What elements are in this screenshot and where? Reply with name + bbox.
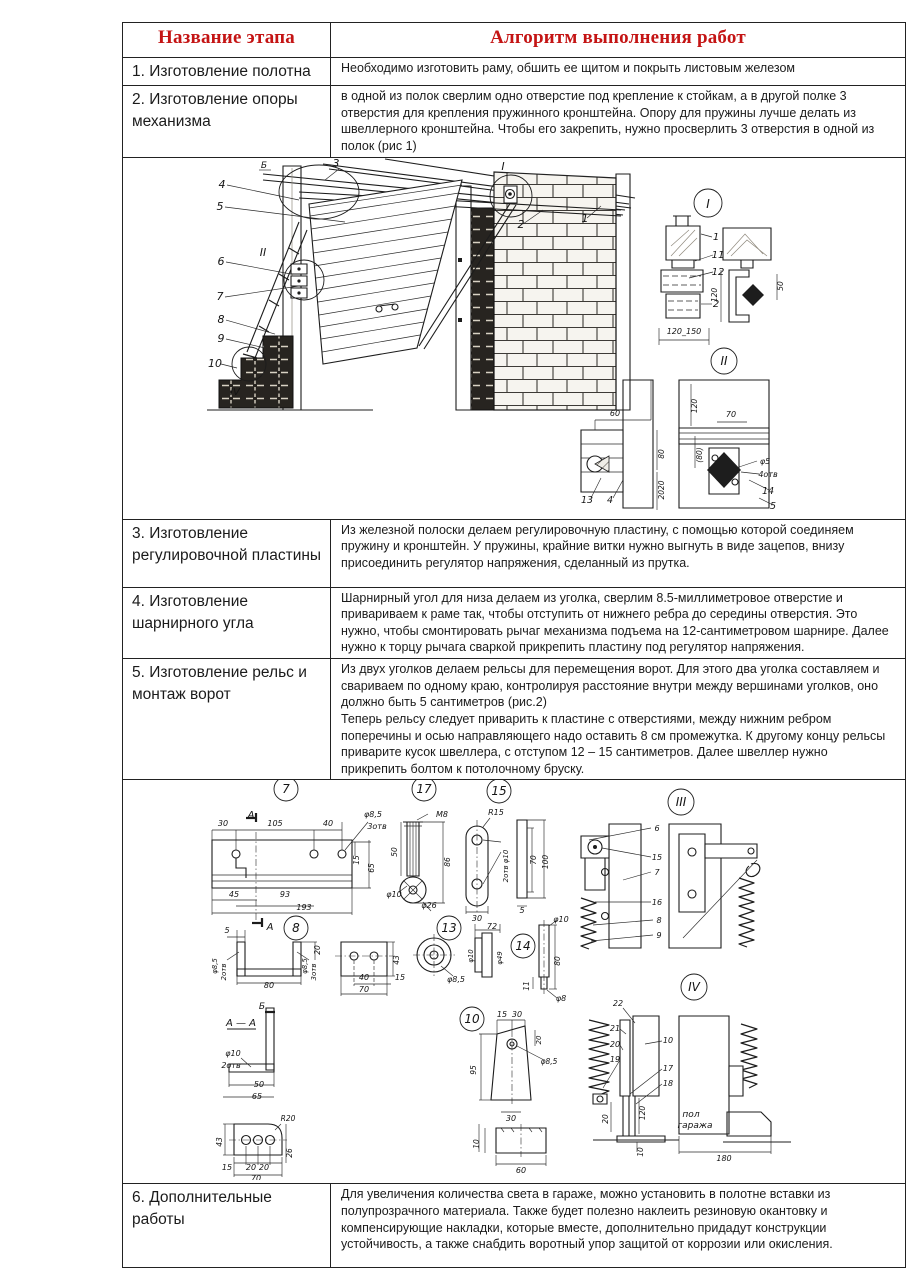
figure-annotation: 8 — [292, 921, 300, 936]
part-14-pin — [511, 920, 557, 998]
figure-annotation: 22 — [612, 999, 624, 1009]
figure-annotation: Б — [258, 1002, 266, 1013]
figure-annotation: 12 — [711, 266, 725, 278]
figure-annotation: φ8,5 — [447, 975, 465, 985]
figure-annotation: 7 — [216, 289, 224, 303]
figure-annotation: φ8,5 — [211, 958, 219, 975]
figure-annotation: 50 — [253, 1080, 265, 1090]
figure-annotation: 70 — [358, 985, 370, 995]
algorithm-text: Необходимо изготовить раму, обшить ее щитом и покрыть листовым железом — [341, 61, 796, 75]
figure-annotation: А — А — [225, 1018, 257, 1030]
figure-annotation: 15 — [496, 1010, 508, 1020]
header-stage-name: Название этапа — [123, 23, 331, 58]
algorithm-cell — [331, 587, 906, 659]
figure-annotation: 120 — [638, 1106, 647, 1121]
figure-annotation: 4отв — [758, 469, 778, 479]
stage-cell: 2. Изготовление опоры механизма — [123, 86, 331, 158]
figure-annotation: 30 — [505, 1114, 517, 1124]
figure-1-cell — [123, 157, 906, 519]
figure-annotation: (80) — [695, 446, 704, 463]
figure-annotation: 17 — [416, 782, 432, 797]
table-row — [123, 1184, 906, 1268]
table-header-row — [123, 23, 906, 58]
figure-annotation: 5 — [216, 199, 224, 213]
figure-annotation: 2отв — [221, 1061, 241, 1071]
figure-annotation: 105 — [267, 819, 283, 829]
figure-annotation: 50 — [776, 280, 785, 291]
figure-annotation: 80 — [553, 956, 562, 967]
figure-annotation: 4 — [218, 177, 226, 191]
figure-1-garage-door-drawing — [123, 158, 904, 516]
figure-annotation: 9 — [217, 331, 225, 345]
figure-annotation: II — [720, 353, 728, 368]
figure-annotation: 93 — [279, 890, 291, 900]
figure-annotation: 20 — [313, 945, 322, 956]
figure-annotation: 40 — [322, 819, 334, 829]
figure-annotation: 120 — [710, 287, 719, 302]
figure-annotation: 20 — [609, 1040, 621, 1050]
figure-annotation: 19 — [609, 1055, 621, 1065]
figure-annotation: 86 — [443, 857, 452, 868]
figure-annotation: 70 — [250, 1174, 262, 1181]
figure-annotation: 15 — [491, 784, 507, 799]
figure-annotation: φ8,5 — [540, 1057, 558, 1067]
figure-annotation: 6 — [654, 824, 660, 834]
figure-annotation: 18 — [662, 1079, 674, 1089]
figure-annotation: 21 — [609, 1024, 621, 1034]
figure-annotation: 193 — [296, 903, 312, 913]
stage-cell: 1. Изготовление полотна — [123, 58, 331, 86]
algorithm-text: Из железной полоски делаем регулировочную пластину, с помощью которой соединяем пружину и кронштейн. У пружины, крайние витки нужно выгнуть в виде зацепов, внизу присоединить регулятор напряжения, сделанный из прутка. — [341, 522, 854, 570]
figure-annotation: 1 — [712, 231, 720, 243]
algorithm-cell — [331, 58, 906, 86]
figure-annotation: 10 — [636, 1147, 645, 1158]
figure-annotation: 180 — [716, 1154, 732, 1164]
algorithm-cell — [331, 519, 906, 587]
figure-annotation: 80 — [657, 448, 666, 459]
stage-cell: 3. Изготовление регулировочной пластины — [123, 519, 331, 587]
figure-annotation: 100 — [541, 855, 550, 870]
algorithm-cell — [331, 1184, 906, 1268]
figure-annotation: IV — [688, 980, 700, 995]
figure-annotation: пол — [682, 1110, 700, 1121]
figure-annotation: 60 — [609, 408, 621, 418]
figure-annotation: IV — [230, 386, 240, 398]
figure-row-2 — [123, 780, 906, 1184]
figure-annotation: 65 — [251, 1092, 263, 1102]
table-row — [123, 587, 906, 659]
figure-annotation: 2отв — [220, 963, 228, 981]
figure-annotation: φ10 — [225, 1049, 241, 1059]
figure-annotation: 15 — [394, 973, 406, 983]
figure-annotation: 7 — [282, 782, 290, 797]
algorithm-text: Шарнирный угол для низа делаем из уголка, сверлим 8.5-миллиметровое отверстие и привариваем к раме так, чтобы отступить от нижнего ребра до середины отверстия. Это нужно, чтобы смонтировать рычаг механизма подъема на 12-сантиметровом шарнире. Далее нужно к торцу рычага сваркой прикрепить пластину под регулятор напряжения. — [341, 590, 889, 655]
figure-annotation: 30 — [471, 914, 483, 924]
figure-annotation: 45 — [228, 890, 240, 900]
figure-annotation: 5 — [224, 926, 230, 936]
figure-annotation: 15 — [221, 1163, 233, 1173]
table-row — [123, 519, 906, 587]
figure-annotation: 14 — [515, 939, 531, 954]
figure-annotation: 15 — [352, 855, 361, 866]
figure-annotation: φ8,5 — [364, 810, 382, 820]
figure-annotation: 10 — [208, 356, 222, 370]
part-8-channel-and-plate — [227, 916, 395, 996]
figure-annotation: 16 — [651, 898, 663, 908]
figure-annotation: 4 — [606, 494, 614, 506]
figure-annotation: 8 — [656, 916, 662, 926]
figure-annotation: A — [266, 922, 274, 934]
figure-annotation: 10 — [662, 1036, 674, 1046]
stage-cell: 5. Изготовление рельс и монтаж ворот — [123, 659, 331, 780]
perspective-garage-view — [207, 159, 635, 410]
figure-annotation: 20 — [601, 1114, 610, 1125]
figure-annotation: 14 — [761, 485, 775, 497]
figure-annotation: 70 — [725, 409, 737, 419]
figure-annotation: φ10 — [467, 949, 475, 964]
figure-2-parts-drawing — [123, 780, 904, 1180]
stage-cell: 6. Дополнительные работы — [123, 1184, 331, 1268]
figure-row-1 — [123, 157, 906, 519]
figure-annotation: 13 — [580, 494, 594, 506]
figure-annotation: φ26 — [421, 901, 437, 911]
figure-annotation: φ8,5 — [301, 958, 309, 975]
figure-annotation: φ10 — [386, 890, 402, 900]
figure-annotation: 2отв φ10 — [502, 850, 510, 883]
figure-annotation: 17 — [662, 1064, 674, 1074]
figure-annotation: 80 — [263, 981, 275, 991]
figure-annotation: R20 — [280, 1114, 296, 1124]
stage-cell: 4. Изготовление шарнирного угла — [123, 587, 331, 659]
view-III-spring-assembly — [581, 789, 760, 949]
part-15-link-plate — [466, 780, 546, 914]
algorithm-cell — [331, 659, 906, 780]
figure-annotation: φ10 — [553, 915, 569, 925]
figure-annotation: 50 — [390, 847, 399, 858]
figure-annotation: 72 — [486, 922, 498, 932]
algorithm-text: Теперь рельсу следует приварить к пластине с отверстиями, между нижним ребром поперечины и осью направляющего надо оставить 8 см промежутка. К другому концу рельсы приварите кусок швеллера, с отступом 12 – 15 сантиметров. Далее швеллер нужно прикрепить болтом к потолочному бруску. — [341, 711, 886, 776]
figure-annotation: 20 — [258, 1163, 270, 1173]
figure-2-cell — [123, 780, 906, 1184]
figure-annotation: 43 — [392, 955, 401, 966]
figure-annotation: 9 — [656, 931, 662, 941]
figure-annotation: 70 — [529, 855, 538, 866]
figure-annotation: 30 — [511, 1010, 523, 1020]
figure-annotation: 10 — [464, 1012, 480, 1027]
figure-annotation: 8 — [217, 312, 225, 326]
figure-annotation: Б — [260, 160, 268, 171]
figure-annotation: I — [501, 159, 505, 173]
figure-annotation: 20 — [535, 1035, 543, 1045]
header-algorithm: Алгоритм выполнения работ — [331, 23, 906, 58]
figure-annotation: φ49 — [496, 951, 504, 966]
figure-annotation: φ5 — [759, 456, 771, 466]
figure-annotation: 10 — [472, 1139, 481, 1150]
figure-annotation: M8 — [436, 810, 448, 820]
figure-annotation: 43 — [215, 1137, 224, 1148]
figure-annotation: 65 — [367, 863, 376, 874]
figure-annotation: 6 — [217, 254, 225, 268]
figure-annotation: 13 — [441, 921, 457, 936]
figure-annotation: φ8 — [555, 994, 567, 1004]
figure-annotation: 40 — [358, 973, 370, 983]
figure-annotation: 20 — [245, 1163, 257, 1173]
figure-annotation: 3отв — [310, 963, 318, 981]
figure-annotation: 30 — [217, 819, 229, 829]
figure-annotation: 3отв — [367, 822, 387, 832]
figure-annotation: 2020 — [657, 479, 666, 500]
figure-annotation: 3 — [332, 157, 340, 170]
figure-annotation: 5 — [769, 500, 777, 512]
algorithm-text: в одной из полок сверлим одно отверстие под крепление к стойкам, а в другой полке 3 отверстия для крепления пружинного кронштейна. Опору для пружины лучше делать из швеллерного кронштейна. Чтобы его закрепить, нужно просверлить 3 отверстия в одной из полок (рис 1) — [341, 89, 875, 153]
figure-annotation: 15 — [651, 853, 663, 863]
algorithm-text: Из двух уголков делаем рельсы для перемещения ворот. Для этого два уголка составляем и свариваем по одному краю, контролируя расстояние внутри между вершинами уголков, оно должно быть 5 сантиметров (рис.2) — [341, 662, 880, 710]
algorithm-text: Для увеличения количества света в гараже, можно установить в полотне вставки из полупрозрачного материала. Также будет полезно наклеить резиновую окантовку и компенсирующие накладки, которые вместе, дополнительно придадут конструкции устойчивость, а также снабдить воротный упор защитой от коррозии или окисления. — [341, 1187, 833, 1252]
steps-table — [122, 22, 906, 1268]
figure-annotation: II — [259, 245, 267, 259]
figure-annotation: I — [706, 196, 710, 211]
figure-annotation: 2 — [517, 217, 525, 231]
figure-annotation: 120_150 — [666, 326, 702, 336]
table-row — [123, 58, 906, 86]
figure-annotation: R15 — [488, 808, 504, 818]
figure-annotation: 1 — [581, 211, 589, 225]
figure-annotation: 5 — [519, 906, 525, 916]
figure-annotation: 26 — [285, 1148, 294, 1159]
figure-annotation: A — [247, 810, 255, 822]
figure-annotation: гаража — [677, 1121, 713, 1132]
figure-annotation: 7 — [654, 868, 660, 878]
figure-annotation: 60 — [515, 1166, 527, 1176]
figure-annotation: 120 — [690, 398, 699, 413]
figure-annotation: III — [675, 795, 687, 810]
algorithm-cell — [331, 86, 906, 158]
figure-annotation: 11 — [522, 981, 531, 992]
table-row — [123, 659, 906, 780]
figure-annotation: 11 — [711, 249, 725, 261]
figure-annotation: 95 — [469, 1065, 478, 1076]
table-row — [123, 86, 906, 158]
part-7-plate — [212, 780, 371, 927]
figure-annotation: 2 — [712, 298, 720, 310]
part-17-roller-pin — [399, 780, 445, 911]
